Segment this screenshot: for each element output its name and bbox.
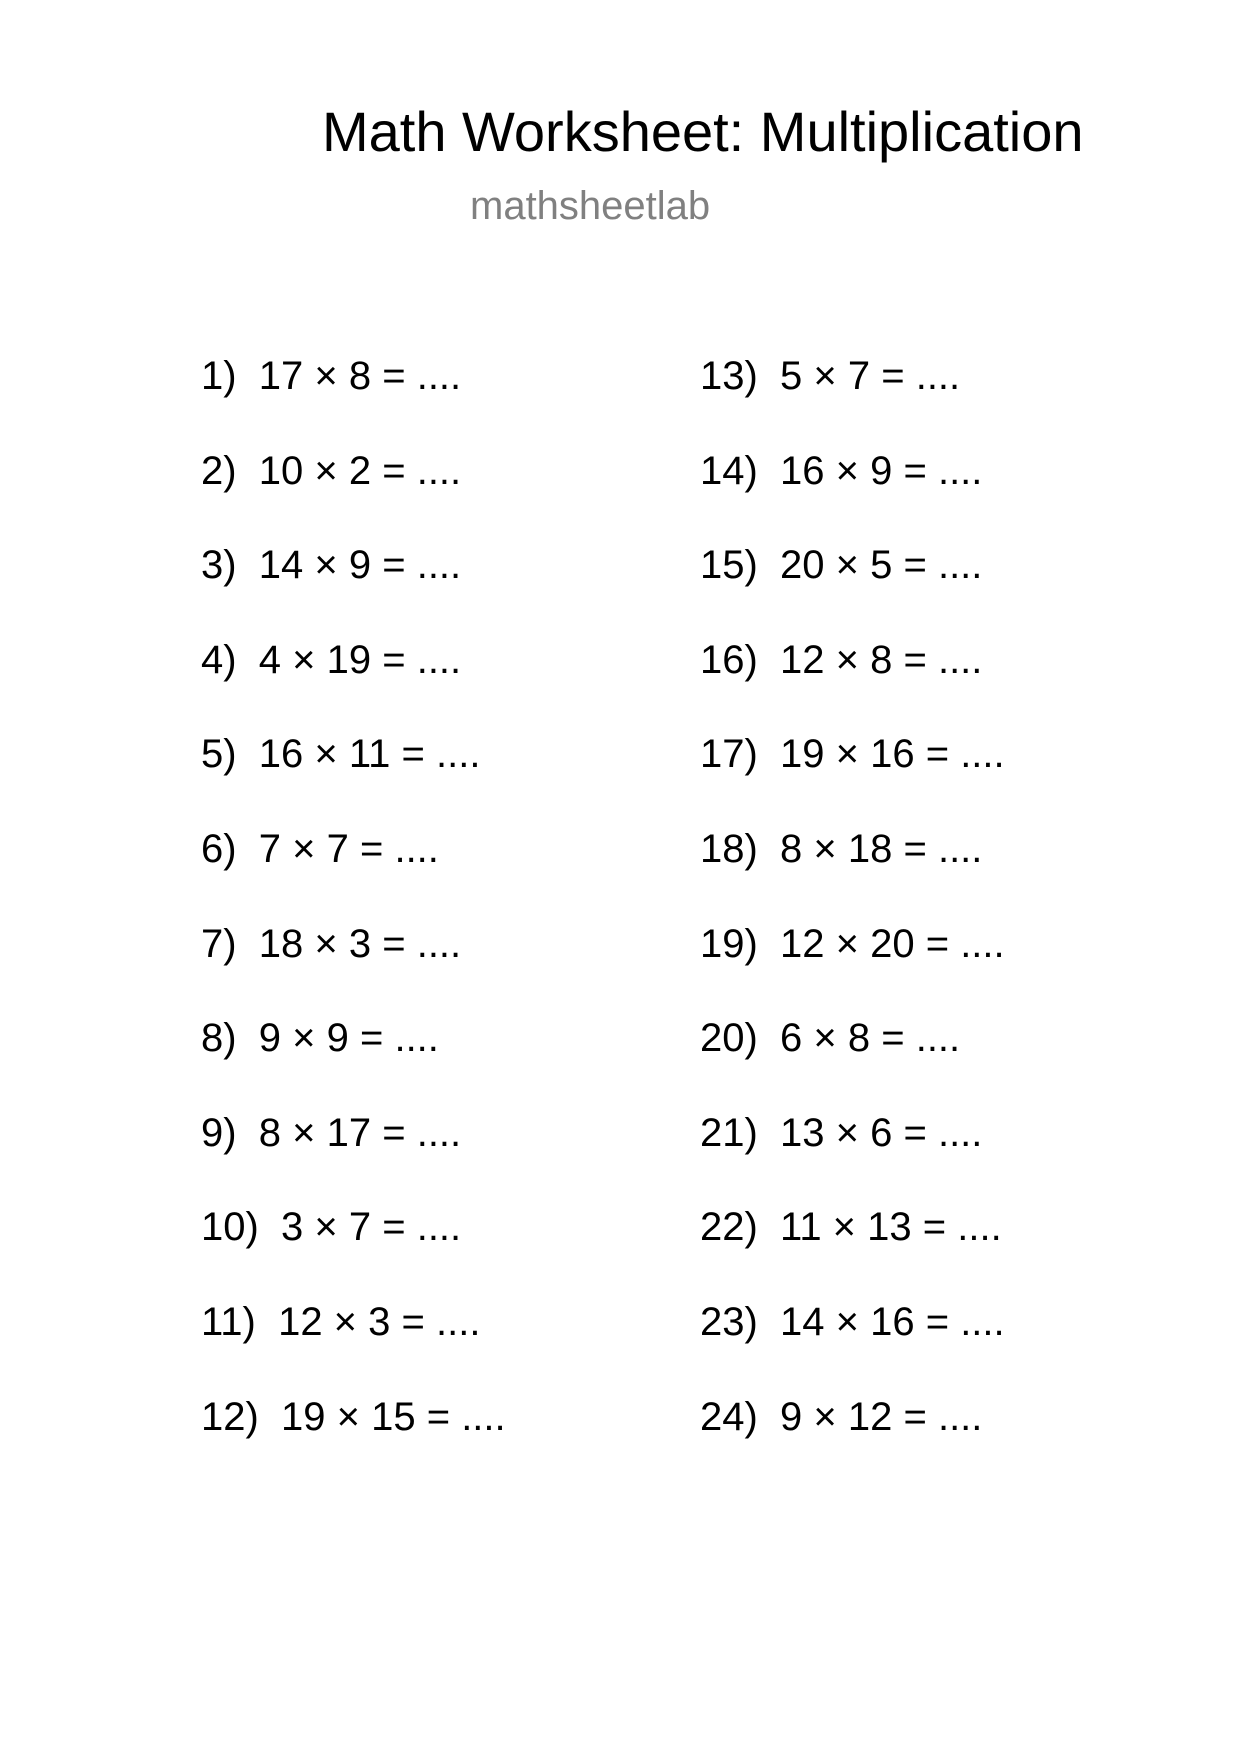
problem-5: 5) 16 × 11 = .... [201,732,481,777]
problem-19: 19) 12 × 20 = .... [700,921,1005,966]
problem-16: 16) 12 × 8 = .... [700,637,983,682]
problem-2: 2) 10 × 2 = .... [201,448,462,493]
problem-17: 17) 19 × 16 = .... [700,732,1005,777]
problem-3: 3) 14 × 9 = .... [201,543,462,588]
problem-24: 24) 9 × 12 = .... [700,1394,983,1439]
problem-11: 11) 12 × 3 = .... [201,1299,481,1344]
problem-23: 23) 14 × 16 = .... [700,1299,1005,1344]
problem-1: 1) 17 × 8 = .... [201,354,462,398]
problem-20: 20) 6 × 8 = .... [700,1016,961,1061]
problem-22: 22) 11 × 13 = .... [700,1205,1002,1250]
problem-6: 6) 7 × 7 = .... [201,826,439,871]
problem-column-right [700,352,1005,1487]
problem-column-left [201,352,506,1487]
worksheet-source: mathsheetlab [470,184,711,228]
problem-13: 13) 5 × 7 = .... [700,354,961,398]
problem-9: 9) 8 × 17 = .... [201,1110,462,1155]
problem-8: 8) 9 × 9 = .... [201,1016,439,1061]
problem-7: 7) 18 × 3 = .... [201,921,462,966]
problem-10: 10) 3 × 7 = .... [201,1205,462,1250]
problem-12: 12) 19 × 15 = .... [201,1394,506,1439]
problem-15: 15) 20 × 5 = .... [700,543,983,588]
problem-21: 21) 13 × 6 = .... [700,1110,983,1155]
worksheet-title: Math Worksheet: Multiplication [322,100,1084,163]
problem-4: 4) 4 × 19 = .... [201,637,462,682]
problem-18: 18) 8 × 18 = .... [700,826,983,871]
problem-14: 14) 16 × 9 = .... [700,448,983,493]
